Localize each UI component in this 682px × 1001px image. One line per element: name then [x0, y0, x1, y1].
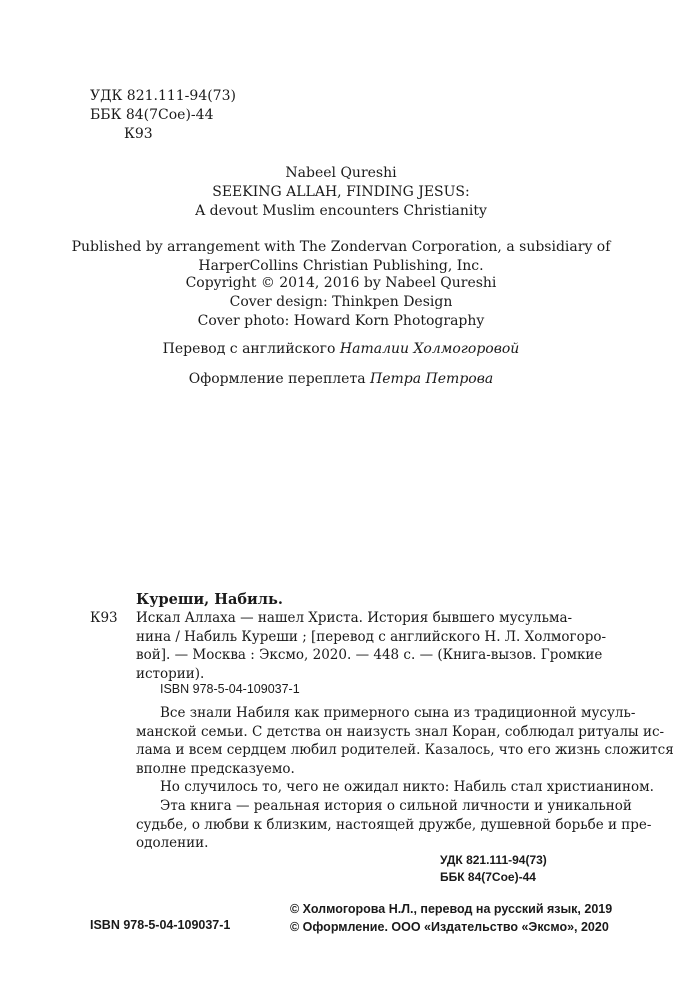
- header-author-mark: К93: [124, 126, 153, 142]
- annotation-line: Но случилось то, чего не ожидал никто: Набиль стал христианином.: [160, 779, 654, 796]
- header-codes: [90, 87, 236, 144]
- annotation-line: вполне предсказуемо.: [136, 760, 295, 777]
- annotation-line: одолении.: [136, 835, 209, 852]
- annotation-line: лама и всем сердцем любил родителей. Казалось, что его жизнь сложится: [136, 742, 674, 759]
- original-copyright: Copyright © 2014, 2016 by Nabeel Qureshi: [185, 275, 497, 291]
- arrangement-line-1: Published by arrangement with The Zondervan Corporation, a subsidiary of: [71, 239, 611, 255]
- annotation-line: Все знали Набиля как примерного сына из традиционной мусуль-: [160, 705, 636, 721]
- annotation-line: манской семьи. С детства он наизусть знал Коран, соблюдал ритуалы ис-: [136, 723, 665, 740]
- original-copyright-block: [0, 274, 682, 331]
- description-line: вой]. — Москва : Эксмо, 2020. — 448 с. — (Книга-вызов. Громкие: [136, 647, 603, 664]
- original-author: Nabeel Qureshi: [285, 165, 397, 181]
- original-edition-title-block: [0, 164, 682, 221]
- annotation-line: Эта книга — реальная история о сильной личности и уникальной: [160, 797, 632, 814]
- translation-credit: [0, 338, 682, 359]
- header-udk: УДК 821.111-94(73): [90, 88, 236, 104]
- copyright-design: © Оформление. ООО «Издательство «Эксмо», 2020: [290, 920, 609, 934]
- catalog-isbn: ISBN 978-5-04-109037-1: [160, 682, 300, 696]
- footer-isbn: ISBN 978-5-04-109037-1: [90, 918, 231, 932]
- description-line: Искал Аллаха — нашел Христа. История бывшего мусульма-: [136, 610, 573, 626]
- catalog-annotation: [136, 704, 674, 853]
- catalog-description: [136, 609, 607, 683]
- footer-copyrights: [290, 900, 612, 936]
- copyright-translation: © Холмогорова Н.Л., перевод на русский язык, 2019: [290, 902, 613, 916]
- catalog-bbk: ББК 84(7Сое)-44: [440, 870, 536, 884]
- catalog-mark: К93: [90, 610, 118, 626]
- header-bbk: ББК 84(7Сое)-44: [90, 107, 214, 123]
- original-title: SEEKING ALLAH, FINDING JESUS:: [212, 184, 470, 200]
- translation-label: Перевод с английского: [162, 341, 336, 357]
- cover-design: Cover design: Thinkpen Design: [229, 294, 453, 310]
- translator-name: Наталии Холмогоровой: [339, 341, 520, 357]
- arrangement-block: [0, 238, 682, 276]
- cover-photo: Cover photo: Howard Korn Photography: [197, 313, 485, 329]
- original-subtitle: A devout Muslim encounters Christianity: [195, 203, 487, 219]
- description-line: истории).: [136, 665, 205, 682]
- catalog-codes: [440, 852, 590, 886]
- binding-designer-name: Петра Петрова: [370, 371, 494, 387]
- annotation-line: судьбе, о любви к близким, настоящей дружбе, душевной борьбе и пре-: [136, 816, 652, 833]
- arrangement-line-2: HarperCollins Christian Publishing, Inc.: [198, 258, 484, 274]
- description-line: нина / Набиль Куреши ; [перевод с английского Н. Л. Холмогоро-: [136, 628, 607, 645]
- catalog-author-heading: Куреши, Набиль.: [136, 591, 283, 608]
- catalog-udk: УДК 821.111-94(73): [440, 853, 547, 867]
- binding-credit: [0, 368, 682, 389]
- binding-label: Оформление переплета: [188, 371, 366, 387]
